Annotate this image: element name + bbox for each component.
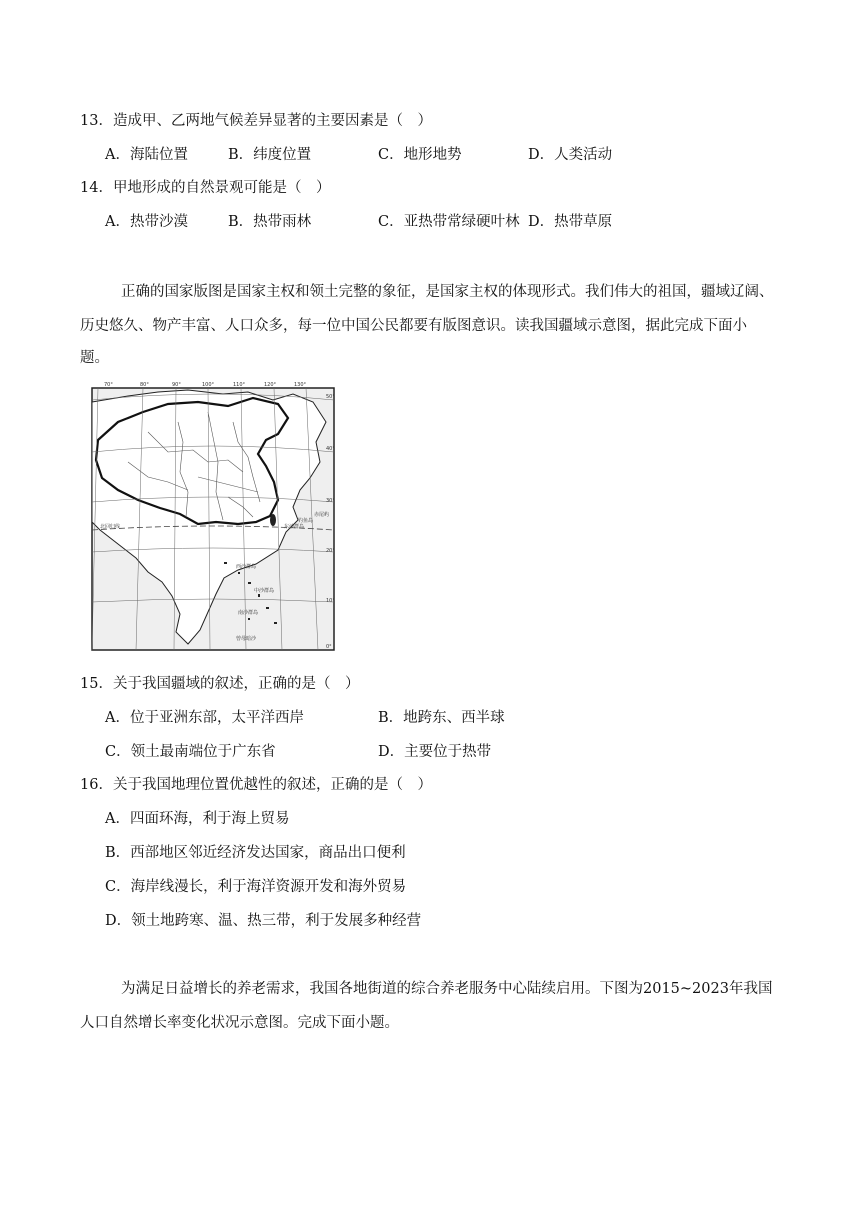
map-right-label: 10° xyxy=(326,598,335,604)
map-right-label: 30° xyxy=(326,498,335,504)
passage-1-line-2: 历史悠久、物产丰富、人口众多，每一位中国公民都要有版图意识。读我国疆域示意图，据此完成下面小 xyxy=(80,318,747,334)
question-15-option-b[interactable]: B．地跨东、西半球 xyxy=(378,710,505,726)
question-13-option-a[interactable]: A．海陆位置 xyxy=(105,147,188,163)
question-16-option-c[interactable]: C．海岸线漫长，利于海洋资源开发和海外贸易 xyxy=(105,879,407,895)
question-14-stem: 14．甲地形成的自然景观可能是（ ） xyxy=(80,180,331,196)
map-right-label: 0° xyxy=(326,644,332,650)
map-place-label: 西沙群岛 xyxy=(236,564,257,570)
map-top-label: 90° xyxy=(172,382,181,388)
question-15-option-d[interactable]: D．主要位于热带 xyxy=(378,744,492,760)
passage-2-line-1: 为满足日益增长的养老需求，我国各地街道的综合养老服务中心陆续启用。下图为2015~2023年我国 xyxy=(121,981,773,997)
map-top-label: 110° xyxy=(233,382,246,388)
question-15-option-c[interactable]: C．领土最南端位于广东省 xyxy=(105,744,276,760)
question-14-option-c[interactable]: C．亚热带常绿硬叶林 xyxy=(378,214,520,230)
map-top-label: 100° xyxy=(202,382,215,388)
question-16-option-a[interactable]: A．四面环海，利于海上贸易 xyxy=(105,811,290,827)
map-right-label: 40° xyxy=(326,446,335,452)
map-place-label: 北回归线 xyxy=(100,524,121,530)
map-top-label: 130° xyxy=(294,382,307,388)
question-13-option-d[interactable]: D．人类活动 xyxy=(528,147,613,163)
map-place-label: 赤尾屿 xyxy=(314,512,330,518)
map-top-label: 120° xyxy=(264,382,277,388)
map-place-label: 南沙群岛 xyxy=(238,610,259,616)
map-place-label: 曾母暗沙 xyxy=(236,636,257,642)
china-territory-map xyxy=(88,382,338,654)
map-place-label: 中沙群岛 xyxy=(254,588,275,594)
map-place-label: 钓鱼岛 xyxy=(298,518,314,524)
question-13-option-b[interactable]: B．纬度位置 xyxy=(228,147,312,163)
map-right-label: 20° xyxy=(326,548,335,554)
passage-1-line-3: 题。 xyxy=(80,350,109,366)
passage-2-line-2: 人口自然增长率变化状况示意图。完成下面小题。 xyxy=(80,1015,399,1031)
question-16-stem: 16．关于我国地理位置优越性的叙述，正确的是（ ） xyxy=(80,777,432,793)
map-place-label: 东沙群岛 xyxy=(284,524,305,530)
question-15-stem: 15．关于我国疆域的叙述，正确的是（ ） xyxy=(80,676,360,692)
question-14-option-d[interactable]: D．热带草原 xyxy=(528,214,613,230)
question-14-option-b[interactable]: B．热带雨林 xyxy=(228,214,312,230)
question-16-option-d[interactable]: D．领土地跨寒、温、热三带，利于发展多种经营 xyxy=(105,913,422,929)
map-top-label: 70° xyxy=(104,382,113,388)
question-14-option-a[interactable]: A．热带沙漠 xyxy=(105,214,188,230)
question-13-option-c[interactable]: C．地形地势 xyxy=(378,147,462,163)
map-right-label: 50° xyxy=(326,394,335,400)
passage-1-line-1: 正确的国家版图是国家主权和领土完整的象征，是国家主权的体现形式。我们伟大的祖国，疆域辽阔、 xyxy=(121,284,774,300)
question-13-stem: 13．造成甲、乙两地气候差异显著的主要因素是（ ） xyxy=(80,113,432,129)
map-top-label: 80° xyxy=(140,382,149,388)
question-15-option-a[interactable]: A．位于亚洲东部，太平洋西岸 xyxy=(105,710,304,726)
question-16-option-b[interactable]: B．西部地区邻近经济发达国家，商品出口便利 xyxy=(105,845,406,861)
